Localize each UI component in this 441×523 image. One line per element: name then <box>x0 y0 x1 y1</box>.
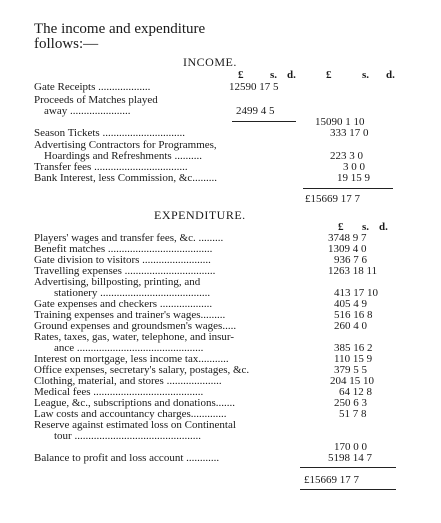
income-subtotal: 15090 1 10 <box>315 116 365 128</box>
income-col-d-2: d. <box>386 69 395 81</box>
income-season-value: 333 17 0 <box>330 127 369 139</box>
income-bank-value: 19 15 9 <box>337 172 370 184</box>
expenditure-total: £15669 17 7 <box>304 474 359 486</box>
exp-row-value: 516 16 8 <box>334 309 373 321</box>
exp-row-label: Gate division to visitors ......................... <box>34 254 211 266</box>
exp-row-label: Clothing, material, and stores .................... <box>34 375 222 387</box>
income-col-d-1: d. <box>287 69 296 81</box>
income-total-rule <box>303 188 393 189</box>
exp-row-label: Travelling expenses ................................. <box>34 265 216 277</box>
exp-col-pound: £ <box>338 221 344 233</box>
income-season-label: Season Tickets .............................. <box>34 127 185 139</box>
exp-row-label: Players' wages and transfer fees, &c. ......... <box>34 232 224 244</box>
intro-text <box>34 22 205 52</box>
exp-row-value: 936 7 6 <box>334 254 367 266</box>
exp-row-value: 379 5 5 <box>334 364 367 376</box>
income-proceeds-label-1: Proceeds of Matches played <box>34 94 158 106</box>
exp-row-label: League, &c., subscriptions and donations....... <box>34 397 236 409</box>
exp-row-value: 110 15 9 <box>334 353 373 365</box>
income-subtotal-rule <box>232 121 296 122</box>
income-gate-value: 12590 17 5 <box>229 81 279 93</box>
exp-row-label: Ground expenses and groundsmen's wages..... <box>34 320 237 332</box>
exp-row-value: 1309 4 0 <box>328 243 367 255</box>
exp-row-value: 5198 14 7 <box>328 452 372 464</box>
income-proceeds-label-2: away ...................... <box>44 105 131 117</box>
exp-row-value: 64 12 8 <box>339 386 372 398</box>
income-heading: INCOME. <box>183 55 237 69</box>
exp-row-value: 1263 18 11 <box>328 265 378 277</box>
intro-line-2: follows:— <box>34 36 99 52</box>
intro-line-1: The income and expenditure <box>34 21 206 37</box>
income-transfer-value: 3 0 0 <box>343 161 365 173</box>
exp-col-d: d. <box>379 221 388 233</box>
income-gate-label: Gate Receipts ................... <box>34 81 151 93</box>
exp-row-value: 405 4 9 <box>334 298 367 310</box>
expenditure-total-rule-bottom <box>300 489 396 490</box>
exp-row-label: Training expenses and trainer's wages......... <box>34 309 226 321</box>
income-advertising-label-2: Hoardings and Refreshments .......... <box>44 150 202 162</box>
exp-row-label: Benefit matches ...................................... <box>34 243 213 255</box>
income-advertising-label-1: Advertising Contractors for Programmes, <box>34 139 217 151</box>
income-transfer-label: Transfer fees .................................. <box>34 161 188 173</box>
exp-row-label: Advertising, billposting, printing, and <box>34 276 201 288</box>
income-col-s-1: s. <box>270 69 278 81</box>
income-proceeds-value: 2499 4 5 <box>236 105 275 117</box>
income-col-pound-1: £ <box>238 69 244 81</box>
income-col-pound-2: £ <box>326 69 332 81</box>
exp-row-label-2: stationery ........................................ <box>54 287 211 299</box>
income-advertising-value: 223 3 0 <box>330 150 363 162</box>
income-col-s-2: s. <box>362 69 370 81</box>
exp-row-label: Interest on mortgage, less income tax........... <box>34 353 229 365</box>
exp-col-s: s. <box>362 221 370 233</box>
exp-row-label: Balance to profit and loss account ............ <box>34 452 220 464</box>
exp-row-label-2: tour .............................................. <box>54 430 201 442</box>
income-total: £15669 17 7 <box>305 193 360 205</box>
exp-row-value: 413 17 10 <box>334 287 378 299</box>
exp-row-value: 385 16 2 <box>334 342 373 354</box>
exp-row-value: 250 6 3 <box>334 397 367 409</box>
exp-row-label: Gate expenses and checkers ................... <box>34 298 213 310</box>
income-bank-label: Bank Interest, less Commission, &c......... <box>34 172 218 184</box>
expenditure-total-rule-top <box>300 467 396 468</box>
exp-row-value: 170 0 0 <box>334 441 367 453</box>
exp-row-value: 51 7 8 <box>339 408 367 420</box>
exp-row-value: 260 4 0 <box>334 320 367 332</box>
exp-row-value: 204 15 10 <box>330 375 374 387</box>
exp-row-label: Medical fees ........................................ <box>34 386 204 398</box>
exp-row-label: Rates, taxes, gas, water, telephone, and insur- <box>34 331 235 343</box>
exp-row-label: Reserve against estimated loss on Continental <box>34 419 236 431</box>
exp-row-label: Law costs and accountancy charges............. <box>34 408 227 420</box>
expenditure-heading: EXPENDITURE. <box>154 208 246 222</box>
exp-row-label-2: ance .............................................. <box>54 342 204 354</box>
exp-row-label: Office expenses, secretary's salary, postages, &c. <box>34 364 250 376</box>
exp-row-value: 3748 9 7 <box>328 232 367 244</box>
